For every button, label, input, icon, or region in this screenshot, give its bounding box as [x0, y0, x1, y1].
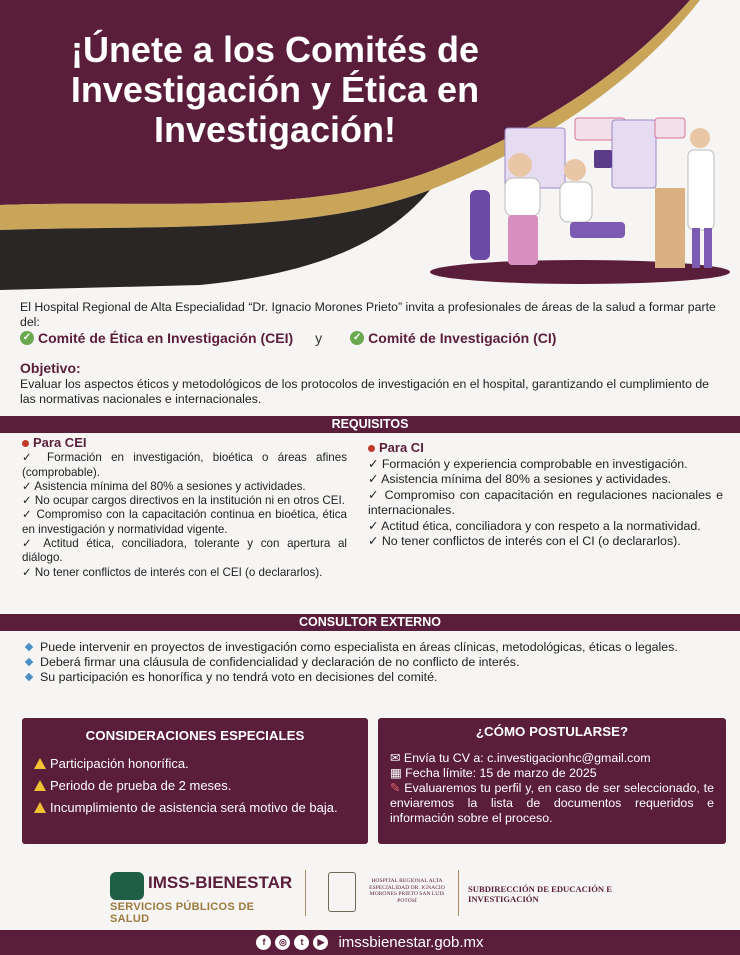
committee-ci: Comité de Investigación (CI) [368, 330, 557, 346]
warning-icon [34, 802, 46, 813]
imss-emblem-icon [110, 872, 144, 900]
check-circle-icon: ✓ [20, 331, 34, 345]
list-item: ✓ Actitud ética, conciliadora y con respeto a la normatividad. [368, 518, 701, 533]
list-item: Su participación es honorífica y no tendrá voto en decisiones del comité. [24, 670, 714, 685]
warning-icon [34, 780, 46, 791]
hospital-seal-icon [328, 872, 356, 912]
external-list [24, 640, 714, 685]
list-item: ✓ No ocupar cargos directivos en la institución ni en otros CEI. [22, 494, 345, 508]
committee-cei: Comité de Ética en Investigación (CEI) [38, 330, 294, 346]
page-title: ¡Únete a los Comités de Investigación y Ética en Investigación! [70, 29, 480, 150]
subdireccion-name: SUBDIRECCIÓN DE EDUCACIÓN E INVESTIGACIÓN [468, 884, 612, 904]
calendar-icon: ▦ [390, 766, 402, 780]
intro-text: El Hospital Regional de Alta Especialidad “Dr. Ignacio Morones Prieto” invita a profesionales de áreas de la salud a formar parte del: [20, 300, 716, 329]
check-circle-icon: ✓ [350, 331, 364, 345]
divider [458, 870, 459, 916]
diamond-bullet-icon [25, 673, 33, 681]
divider [305, 870, 306, 916]
list-item: ✓ No tener conflictos de interés con el CI (o declararlos). [368, 534, 681, 548]
pin-icon [22, 440, 29, 447]
objective-title: Objetivo: [20, 360, 81, 376]
list-item: Periodo de prueba de 2 meses. [34, 777, 356, 794]
imss-bienestar-logo: IMSS-BIENESTAR SERVICIOS PÚBLICOS DE SALUD [110, 873, 293, 925]
apply-cv: ✉ Envía tu CV a: c.investigacionhc@gmail.com [390, 751, 651, 765]
objective-text: Evaluar los aspectos éticos y metodológicos de los protocolos de investigación en el hospital, garantizando el cumplimiento de las normativas nacionales e internacionales. [20, 377, 710, 406]
footer-logos [0, 856, 740, 930]
email-icon: ✉ [390, 751, 401, 765]
twitter-icon[interactable]: t [294, 935, 309, 950]
ci-title: Para CI [368, 440, 723, 456]
diamond-bullet-icon [25, 658, 33, 666]
hospital-name: HOSPITAL REGIONAL ALTA ESPECIALIDAD DR. IGNACIO MORONES PRIETO SAN LUIS POTOSÍ [369, 878, 445, 904]
requirements-cei [22, 436, 347, 580]
cei-title: Para CEI [22, 436, 347, 450]
list-item: ✓ Formación y experiencia comprobable en investigación. [368, 456, 688, 471]
list-item: Participación honorífica. [34, 755, 356, 772]
apply-evaluation: ✎ Evaluaremos tu perfil y, en caso de ser seleccionado, te enviaremos la lista de documentos requeridos e información sobre el proceso. [390, 781, 714, 825]
list-item: Puede intervenir en proyectos de investigación como especialista en áreas clínicas, metodológicas, éticas o legales. [24, 640, 714, 655]
diamond-bullet-icon [25, 643, 33, 651]
considerations-heading: CONSIDERACIONES ESPECIALES [85, 728, 305, 743]
list-item: Incumplimiento de asistencia será motivo de baja. [34, 799, 356, 816]
considerations-box [22, 718, 368, 844]
list-item: ✓ Actitud ética, conciliadora, tolerante y con apertura al diálogo. [22, 537, 347, 565]
pushpin-icon: ✎ [390, 781, 401, 795]
list-item: ✓ Formación en investigación, bioética o áreas afines (comprobable). [22, 451, 347, 479]
list-item: ✓ Compromiso con capacitación en regulaciones nacionales e internacionales. [368, 487, 723, 517]
website-link[interactable]: imssbienestar.gob.mx [338, 934, 484, 951]
external-heading: CONSULTOR EXTERNO [0, 614, 740, 631]
youtube-icon[interactable]: ▶ [313, 935, 328, 950]
warning-icon [34, 758, 46, 769]
apply-box [378, 718, 726, 844]
list-item: ✓ Compromiso con la capacitación continua en bioética, ética en investigación y normatividad vigente. [22, 508, 347, 536]
list-item: Deberá firmar una cláusula de confidencialidad y declaración de no conflicto de interés. [24, 655, 714, 670]
requirements-heading: REQUISITOS [0, 416, 740, 433]
apply-heading: ¿CÓMO POSTULARSE? [475, 724, 629, 739]
facebook-icon[interactable]: f [256, 935, 271, 950]
list-item: ✓ Asistencia mínima del 80% a sesiones y actividades. [368, 472, 672, 486]
committees-conjunction: y [315, 330, 323, 346]
apply-deadline: ▦ Fecha límite: 15 de marzo de 2025 [390, 766, 597, 780]
instagram-icon[interactable]: ◎ [275, 935, 290, 950]
requirements-ci [368, 440, 723, 550]
committees-row [20, 330, 720, 346]
list-item: ✓ No tener conflictos de interés con el CEI (o declararlos). [22, 565, 323, 579]
pin-icon [368, 445, 375, 452]
list-item: ✓ Asistencia mínima del 80% a sesiones y actividades. [22, 479, 306, 493]
footer-bar [0, 930, 740, 955]
